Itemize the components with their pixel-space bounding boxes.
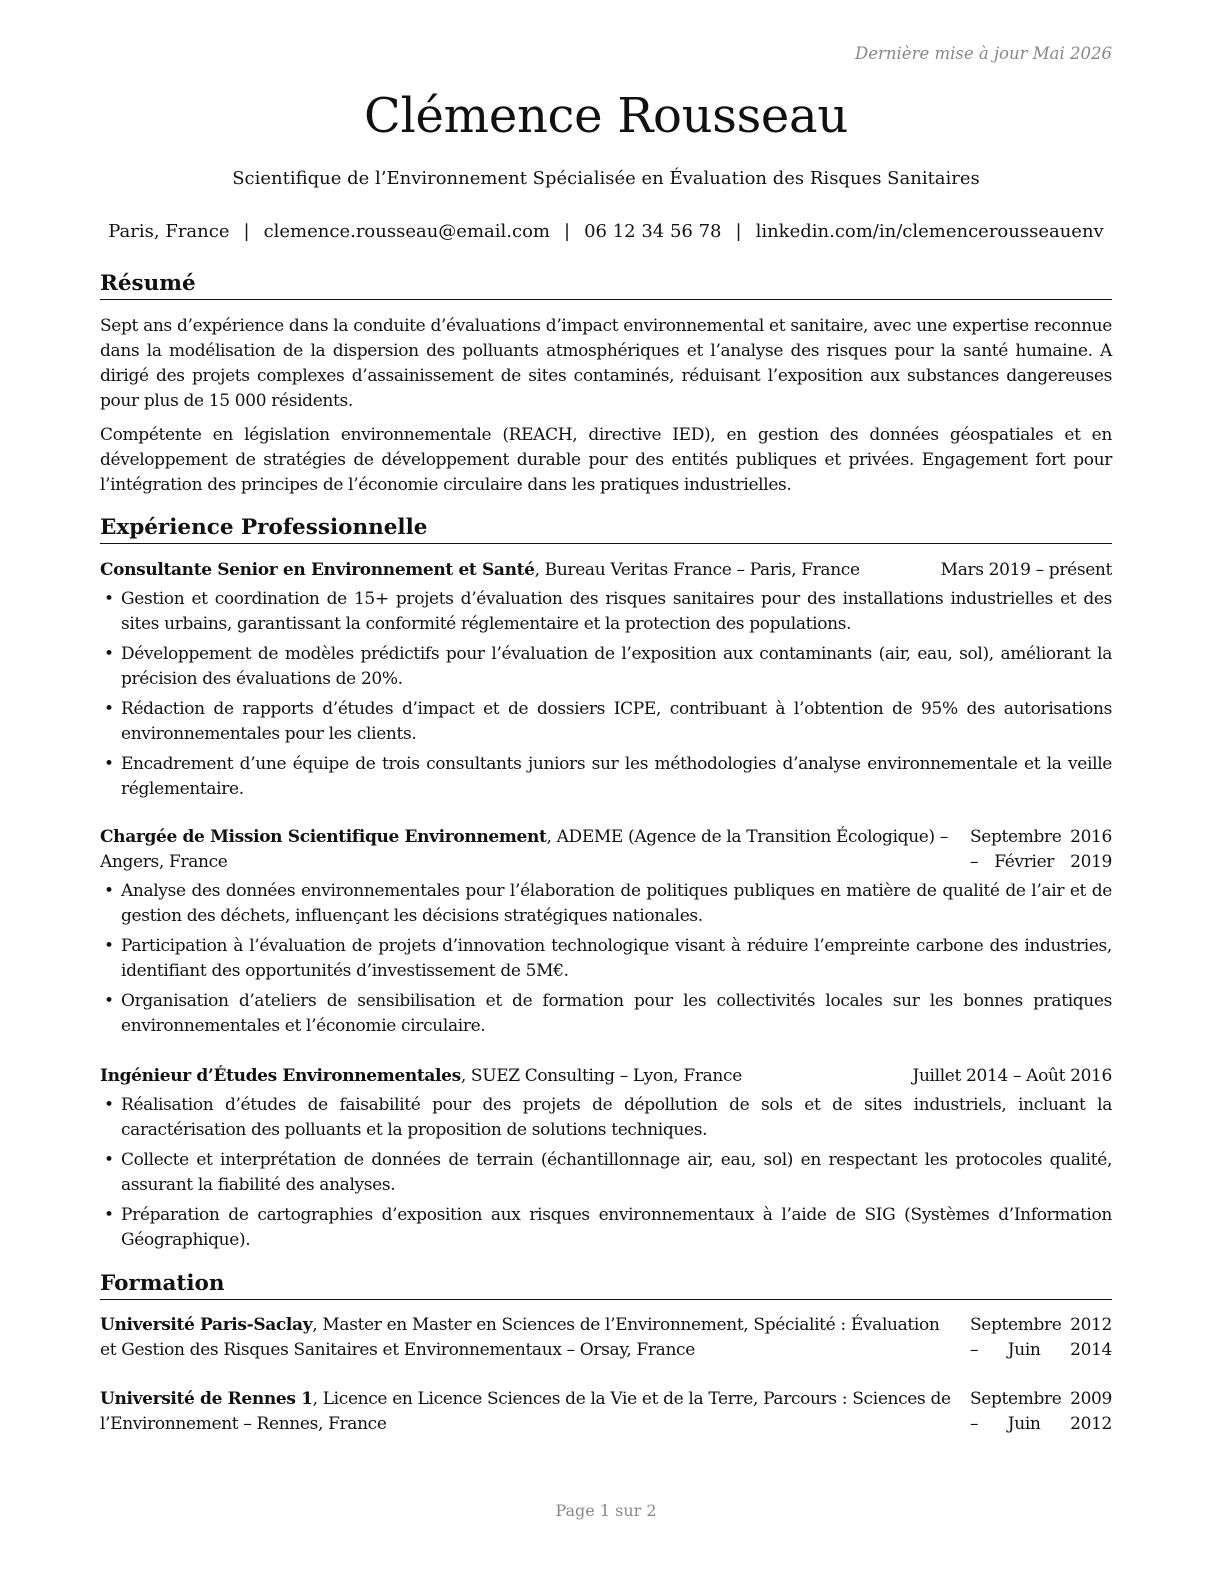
job-bullet: • Gestion et coordination de 15+ projets d’évaluation des risques sanitaires pour des installations industrielles et des sites urbains, garantissant la conformité réglementaire et la protection des populations. [104,589,1112,634]
summary-section [100,314,1112,498]
job-dates: Juillet 2014 – Août 2016 [912,1066,1112,1086]
contact-line [100,219,1112,245]
job-header [100,558,1112,583]
contact-email[interactable]: clemence.rousseau@email.com [263,221,550,242]
job-bullet: • Analyse des données environnementales pour l’élaboration de politiques publiques en matière de qualité de l’air et de gestion des déchets, influençant les décisions stratégiques nationales. [104,881,1112,926]
bullet-icon: • [104,699,114,719]
job-bullet: • Participation à l’évaluation de projets d’innovation technologique visant à réduire l’empreinte carbone des industries, identifiant des opportunités d’investissement de 5M€. [104,936,1112,981]
job-entry [100,825,1112,1044]
education-entry [100,1313,1112,1363]
contact-phone: 06 12 34 56 78 [584,221,722,242]
job-org: , Bureau Veritas France – Paris, France [534,560,860,580]
job-bullets [100,1093,1112,1253]
job-entry [100,1064,1112,1258]
section-title-summary: Résumé [100,270,1112,300]
bullet-icon: • [104,881,114,901]
job-entry [100,558,1112,807]
job-org: , ADEME (Agence de la Transition Écologique) – Angers, France [100,827,949,872]
bullet-icon: • [104,1150,114,1170]
contact-separator: | [243,221,250,242]
job-bullet: • Préparation de cartographies d’exposition aux risques environnementaux à l’aide de SIG (Systèmes d’Information Géographique). [104,1205,1112,1250]
job-dates: Mars 2019 – présent [940,560,1112,580]
contact-separator: | [735,221,742,242]
job-bullets [100,587,1112,802]
job-bullets [100,879,1112,1039]
education-details: , Master en Master en Sciences de l’Environnement, Spécialité : Évaluation et Gestion des Risques Sanitaires et Environnementaux – Orsay, France [100,1315,940,1360]
bullet-icon: • [104,754,114,774]
job-header [100,1064,1112,1089]
job-role: Ingénieur d’Études Environnementales [100,1066,461,1086]
contact-separator: | [563,221,571,242]
job-dates: Septembre 2016 – Février 2019 [970,827,1112,872]
education-dates: Septembre 2012 – Juin 2014 [970,1315,1112,1360]
section-title-education: Formation [100,1270,1112,1300]
job-bullet: • Développement de modèles prédictifs pour l’évaluation de l’exposition aux contaminants (air, eau, sol), améliorant la précision des évaluations de 20%. [104,644,1112,689]
bullet-icon: • [104,589,114,609]
job-role: Consultante Senior en Environnement et Santé [100,560,535,580]
last-updated: Dernière mise à jour Mai 2026 [855,44,1112,63]
education-dates: Septembre 2009 – Juin 2012 [970,1389,1112,1434]
education-header [100,1313,1112,1363]
job-bullet: • Encadrement d’une équipe de trois consultants juniors sur les méthodologies d’analyse environnementale et la veille réglementaire. [104,754,1112,799]
bullet-icon: • [104,1095,114,1115]
contact-linkedin[interactable]: linkedin.com/in/clemencerousseauenv [755,221,1104,242]
resume-page [100,0,1112,1584]
section-title-experience: Expérience Professionnelle [100,514,1112,544]
job-header [100,825,1112,875]
job-org: , SUEZ Consulting – Lyon, France [460,1066,742,1086]
job-role: Chargée de Mission Scientifique Environnement [100,827,547,847]
education-details: , Licence en Licence Sciences de la Vie et de la Terre, Parcours : Sciences de l’Environnement – Rennes, France [100,1389,951,1434]
job-bullet: • Collecte et interprétation de données de terrain (échantillonnage air, eau, sol) en respectant les protocoles qualité, assurant la fiabilité des analyses. [104,1150,1112,1195]
summary-paragraph: Sept ans d’expérience dans la conduite d’évaluations d’impact environnemental et sanitaire, avec une expertise reconnue dans la modélisation de la dispersion des polluants atmosphériques et l’analyse des risques pour la santé humaine. A dirigé des projets complexes d’assainissement de sites contaminés, réduisant l’exposition aux substances dangereuses pour plus de 15 000 résidents. [100,316,1112,411]
bullet-icon: • [104,991,114,1011]
job-bullet: • Rédaction de rapports d’études d’impact et de dossiers ICPE, contribuant à l’obtention de 95% des autorisations environnementales pour les clients. [104,699,1112,744]
page-number: Page 1 sur 2 [555,1501,657,1520]
education-school: Université de Rennes 1 [100,1389,313,1409]
job-bullet: • Organisation d’ateliers de sensibilisation et de formation pour les collectivités locales sur les bonnes pratiques environnementales et l’économie circulaire. [104,991,1112,1036]
summary-paragraph: Compétente en législation environnementale (REACH, directive IED), en gestion des données géospatiales et en développement de stratégies de développement durable pour des entités publiques et privées. Engagement fort pour l’intégration des principes de l’économie circulaire dans les pratiques industrielles. [100,425,1112,495]
contact-location: Paris, France [108,221,230,242]
education-entry [100,1387,1112,1437]
candidate-title: Scientifique de l’Environnement Spécialisée en Évaluation des Risques Sanitaires [232,168,980,189]
bullet-icon: • [104,644,114,664]
candidate-name: Clémence Rousseau [364,88,848,144]
education-header [100,1387,1112,1437]
bullet-icon: • [104,1205,114,1225]
bullet-icon: • [104,936,114,956]
job-bullet: • Réalisation d’études de faisabilité pour des projets de dépollution de sols et de sites industriels, incluant la caractérisation des polluants et la proposition de solutions techniques. [104,1095,1112,1140]
education-school: Université Paris-Saclay [100,1315,313,1335]
